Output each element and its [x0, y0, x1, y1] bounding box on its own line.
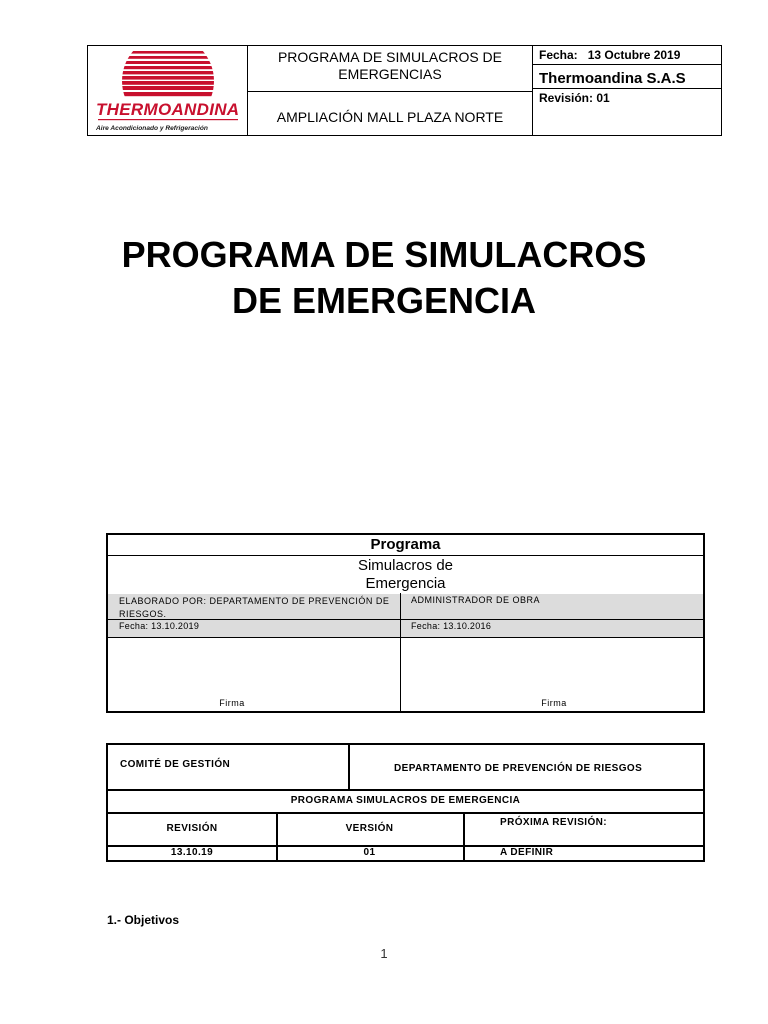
section-heading: 1.- Objetivos [107, 913, 180, 927]
version-value: 01 [363, 847, 376, 858]
header-date [539, 48, 680, 62]
date-label: Fecha: [539, 48, 578, 62]
revision-number: Revisión: 01 [539, 91, 610, 105]
company-logo [87, 45, 248, 136]
signature-left: Firma [219, 698, 245, 708]
next-revision-header: PRÓXIMA REVISIÓN: [500, 817, 607, 828]
approval-subtitle-line: Emergencia [365, 575, 446, 592]
revision-value: 13.10.19 [170, 847, 214, 858]
approval-title: Programa [108, 535, 703, 556]
approval-subtitle [108, 556, 703, 595]
prepared-by-cell [108, 594, 400, 638]
row-divider [108, 789, 703, 791]
company-name: Thermoandina S.A.S [539, 70, 686, 87]
header-divider [248, 91, 532, 92]
approval-table [106, 533, 705, 713]
next-revision-value: A DEFINIR [500, 847, 554, 858]
prepared-by-text: ELABORADO POR: DEPARTAMENTO DE PREVENCIÓN DE RIESGOS. [119, 596, 390, 619]
date-right: Fecha: 13.10.2016 [411, 621, 492, 631]
committee-table [106, 743, 705, 862]
revision-header: REVISIÓN [166, 823, 218, 834]
page-number: 1 [380, 946, 388, 961]
header-info-cell [532, 45, 722, 136]
document-title [84, 232, 684, 324]
signature-right: Firma [541, 698, 567, 708]
header-divider [532, 88, 721, 89]
committee-name: COMITÉ DE GESTIÓN [120, 759, 231, 770]
column-divider [463, 812, 465, 860]
row-divider [108, 619, 703, 620]
program-name: PROGRAMA SIMULACROS DE EMERGENCIA [290, 795, 521, 806]
header-divider [532, 64, 721, 65]
date-value: 13 Octubre 2019 [587, 48, 681, 62]
program-title: PROGRAMA DE SIMULACROS DE EMERGENCIAS [277, 49, 503, 82]
project-name: AMPLIACIÓN MALL PLAZA NORTE [276, 109, 504, 125]
document-title-line: PROGRAMA DE SIMULACROS [121, 234, 647, 275]
row-divider [108, 812, 703, 814]
document-title-line: DE EMERGENCIA [231, 280, 537, 321]
column-divider [348, 745, 350, 790]
logo-tagline: Aire Acondicionado y Refrigeración [96, 125, 208, 132]
department-name: DEPARTAMENTO DE PREVENCIÓN DE RIESGOS [394, 763, 643, 774]
header-title-cell [247, 45, 533, 136]
date-left: Fecha: 13.10.2019 [119, 621, 200, 631]
approval-subtitle-line: Simulacros de [357, 557, 454, 574]
row-divider [108, 637, 703, 638]
version-header: VERSIÓN [345, 823, 394, 834]
administrator-text: ADMINISTRADOR DE OBRA [411, 595, 541, 605]
administrator-cell [401, 594, 703, 638]
sun-stripes-icon [88, 46, 248, 136]
logo-wordmark: THERMOANDINA [96, 100, 240, 119]
column-divider [400, 593, 401, 711]
